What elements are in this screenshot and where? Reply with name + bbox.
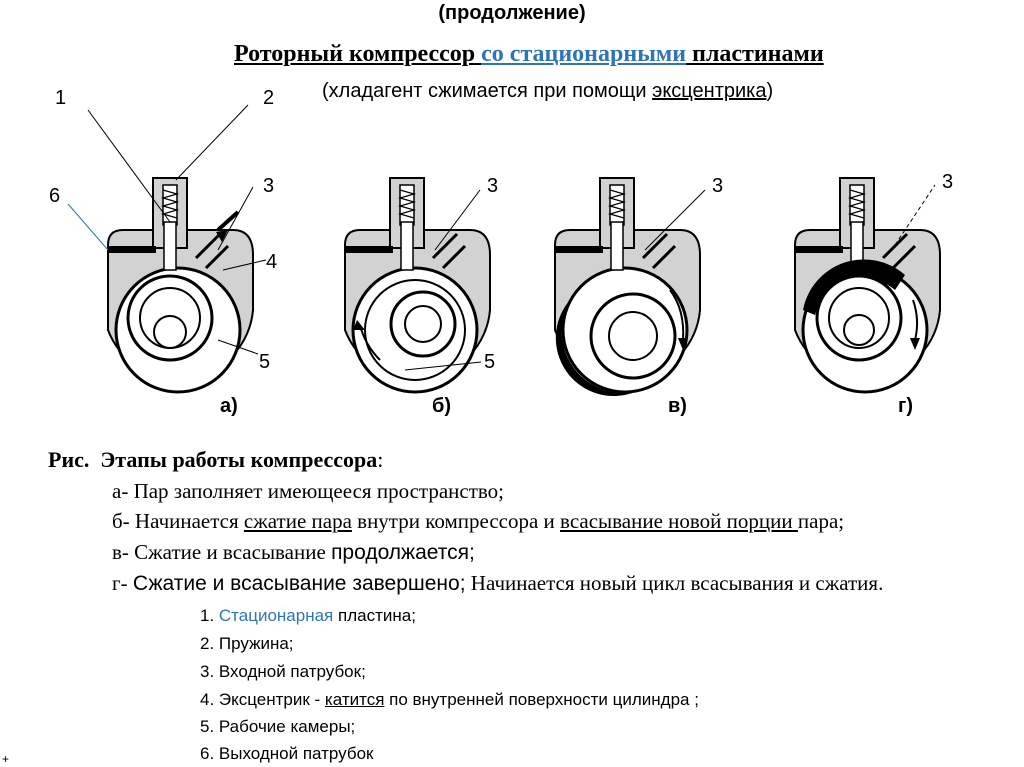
description-d [112, 571, 883, 596]
legend-item-4 [200, 690, 699, 710]
note-before: (хладагент сжимается при помощи [322, 80, 653, 102]
callout-1: 1 [55, 87, 67, 109]
legend-item-1 [200, 606, 416, 626]
stage-label-b: б) [432, 395, 452, 417]
description-c [112, 540, 475, 565]
d-part3: Начинается новый цикл всасывания и сжатия. [465, 571, 884, 595]
b-part3: внутри компрессора и [351, 509, 561, 533]
stage-label-c: в) [668, 395, 687, 417]
title-part1: Роторный компрессор [234, 41, 482, 67]
callout-3-b: 3 [487, 175, 499, 197]
callout-3-d: 3 [942, 171, 954, 193]
legend-4-part1: 4. Эксцентрик - [200, 690, 325, 709]
c-part1: в- Сжатие и всасывание [112, 540, 332, 564]
stage-a-drawing [68, 105, 266, 392]
callout-2: 2 [263, 87, 275, 109]
legend-item-5: 5. Рабочие камеры; [200, 717, 356, 736]
b-part4: всасывание новой порции [560, 509, 798, 533]
callout-3-a: 3 [263, 175, 275, 197]
page-title [234, 41, 824, 68]
stage-label-d: г) [898, 395, 913, 417]
legend-item-2: 2. Пружина; [200, 634, 294, 653]
callout-6: 6 [49, 185, 61, 207]
legend-1-blue: Стационарная [218, 606, 334, 625]
caption-heading: Этапы работы компрессора [100, 447, 378, 472]
legend-4-part2: по внутренней поверхности цилиндра ; [384, 690, 699, 709]
b-part1: б- Начинается [112, 509, 244, 533]
legend-4-underlined: катится [324, 690, 385, 709]
caption-prefix: Рис. [48, 447, 90, 472]
title-part3: пластинами [686, 41, 824, 67]
caption-colon: : [377, 447, 384, 472]
figure-caption [48, 447, 383, 473]
callout-4: 4 [266, 251, 278, 273]
note-after: ) [766, 80, 774, 102]
note-underlined: эксцентрика [652, 80, 767, 102]
legend-1-num: 1. [200, 606, 219, 625]
description-b [112, 509, 844, 534]
subtitle: (продолжение) [438, 2, 586, 24]
legend-item-6: 6. Выходной патрубок [200, 744, 374, 763]
compressor-stages-diagram [0, 80, 1024, 400]
legend-item-3: 3. Входной патрубок; [200, 662, 366, 681]
stage-c-drawing [555, 178, 705, 396]
d-part1: г- [112, 571, 133, 595]
c-part2: продолжается; [331, 541, 475, 564]
stage-d-drawing [795, 178, 940, 392]
b-part5: пара; [797, 509, 845, 533]
legend-1-rest: пластина; [333, 606, 416, 625]
stage-b-drawing [345, 178, 490, 392]
d-part2: Сжатие и всасывание завершено; [132, 572, 466, 595]
callout-5-a: 5 [259, 351, 271, 373]
b-part2: сжатие пара [243, 509, 352, 533]
callout-5-b: 5 [484, 351, 496, 373]
callout-3-c: 3 [712, 175, 724, 197]
footer-plus: + [2, 752, 10, 766]
title-part2: со стационарными [481, 41, 687, 67]
stage-label-a: а) [220, 395, 238, 417]
description-a: а- Пар заполняет имеющееся пространство; [112, 479, 505, 503]
